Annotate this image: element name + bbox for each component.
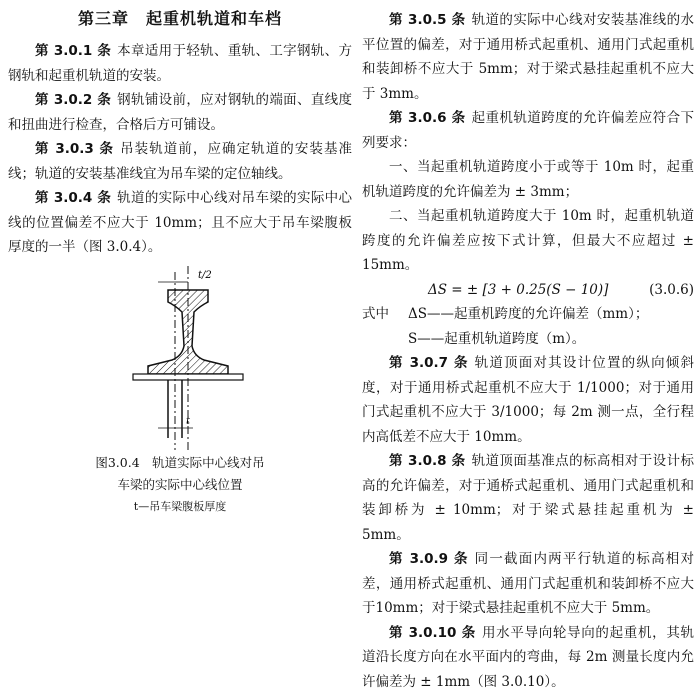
article-number: 第 3.0.8 条 xyxy=(389,453,466,469)
article-number: 第 3.0.7 条 xyxy=(389,355,469,371)
article-number: 第 3.0.9 条 xyxy=(389,551,469,567)
figure-caption-line1: 图3.0.4 轨道实际中心线对吊 xyxy=(95,454,265,470)
article-3-0-5 xyxy=(362,8,694,106)
article-3-0-8 xyxy=(362,449,694,547)
article-number: 第 3.0.6 条 xyxy=(389,110,466,126)
article-3-0-2 xyxy=(8,88,352,137)
article-text: 轨道顶面对其设计位置的纵向倾斜度，对于通用桥式起重机不应大于 1/1000；对于通用门式起重机不应大于 3/1000；每 2m 测一点，全行程内高低差不应大于 10mm。 xyxy=(362,355,694,445)
dimension-label-t: t xyxy=(186,415,191,427)
chapter-title: 第三章 起重机轨道和车档 xyxy=(77,9,282,28)
formula-where-2: S——起重机轨道跨度（m）。 xyxy=(408,330,586,347)
article-3-0-6-item-2: 二、当起重机轨道跨度大于 10m 时，起重机轨道跨度的允许偏差应按下式计算，但最大不应超过 ± 15mm。 xyxy=(362,208,694,273)
rail-cross-section-drawing xyxy=(8,260,352,450)
figure-caption-line2: 车梁的实际中心线位置 xyxy=(117,476,243,492)
article-3-0-1 xyxy=(8,39,352,88)
article-text: 钢轨铺设前，应对钢轨的端面、直线度和扭曲进行检查，合格后方可铺设。 xyxy=(8,92,352,133)
article-3-0-9 xyxy=(362,547,694,621)
where-lead: 式中 xyxy=(362,306,389,322)
formula-3-0-6 xyxy=(362,278,694,303)
article-text: 用水平导向轮导向的起重机，其轨道沿长度方向在水平面内的弯曲，每 2m 测量长度内允许偏差为 ± 1mm（图 3.0.10）。 xyxy=(362,624,695,690)
dimension-label-t-half: t/2 xyxy=(198,269,212,281)
article-3-0-6-item-1: 一、当起重机轨道跨度小于或等于 10m 时，起重机轨道跨度的允许偏差为 ± 3mm； xyxy=(362,159,694,200)
formula-expression: ΔS = ± [3 + 0.25(S − 10)] xyxy=(428,281,609,298)
article-3-0-10 xyxy=(362,621,694,695)
figure-caption-note: t—吊车梁腹板厚度 xyxy=(133,499,227,513)
article-text: 轨道顶面基准点的标高相对于设计标高的允许偏差，对于通桥式起重机、通用门式起重机和装卸桥为 ± 10mm；对于梁式悬挂起重机为 ± 5mm。 xyxy=(362,453,695,543)
article-text: 同一截面内两平行轨道的标高相对差，通用桥式起重机、通用门式起重机和装卸桥不应大于10mm；对于梁式悬挂起重机不应大于 5mm。 xyxy=(362,551,694,616)
article-3-0-3 xyxy=(8,137,352,186)
article-number: 第 3.0.2 条 xyxy=(35,92,112,108)
article-number: 第 3.0.1 条 xyxy=(35,43,112,59)
article-3-0-4 xyxy=(8,186,352,260)
article-text: 轨道的实际中心线对吊车梁的实际中心线的位置偏差不应大于 10mm；且不应大于吊车梁腹板厚度的一半（图 3.0.4）。 xyxy=(8,190,352,255)
formula-where-1 xyxy=(362,302,694,327)
right-column xyxy=(362,0,694,694)
article-number: 第 3.0.5 条 xyxy=(389,12,466,28)
article-number: 第 3.0.4 条 xyxy=(35,190,112,206)
left-column xyxy=(8,0,352,556)
article-3-0-6 xyxy=(362,106,694,155)
article-text: 轨道的实际中心线对安装基准线的水平位置的偏差，对于通用桥式起重机、通用门式起重机和装卸桥不应大于 5mm；对于梁式悬挂起重机不应大于 3mm。 xyxy=(362,12,695,102)
article-number: 第 3.0.10 条 xyxy=(389,624,476,641)
figure-3-0-4 xyxy=(8,260,352,556)
where-definition: ΔS——起重机跨度的允许偏差（mm）； xyxy=(408,306,649,322)
article-text: 吊装轨道前，应确定轨道的安装基准线；轨道的安装基准线宜为吊车梁的定位轴线。 xyxy=(8,141,353,182)
formula-number: (3.0.6) xyxy=(649,281,694,298)
article-number: 第 3.0.3 条 xyxy=(35,141,115,157)
article-text: 起重机轨道跨度的允许偏差应符合下列要求： xyxy=(362,110,695,151)
article-text: 本章适用于轻轨、重轨、工字钢轨、方钢轨和起重机轨道的安装。 xyxy=(8,43,352,84)
article-3-0-7 xyxy=(362,351,694,449)
